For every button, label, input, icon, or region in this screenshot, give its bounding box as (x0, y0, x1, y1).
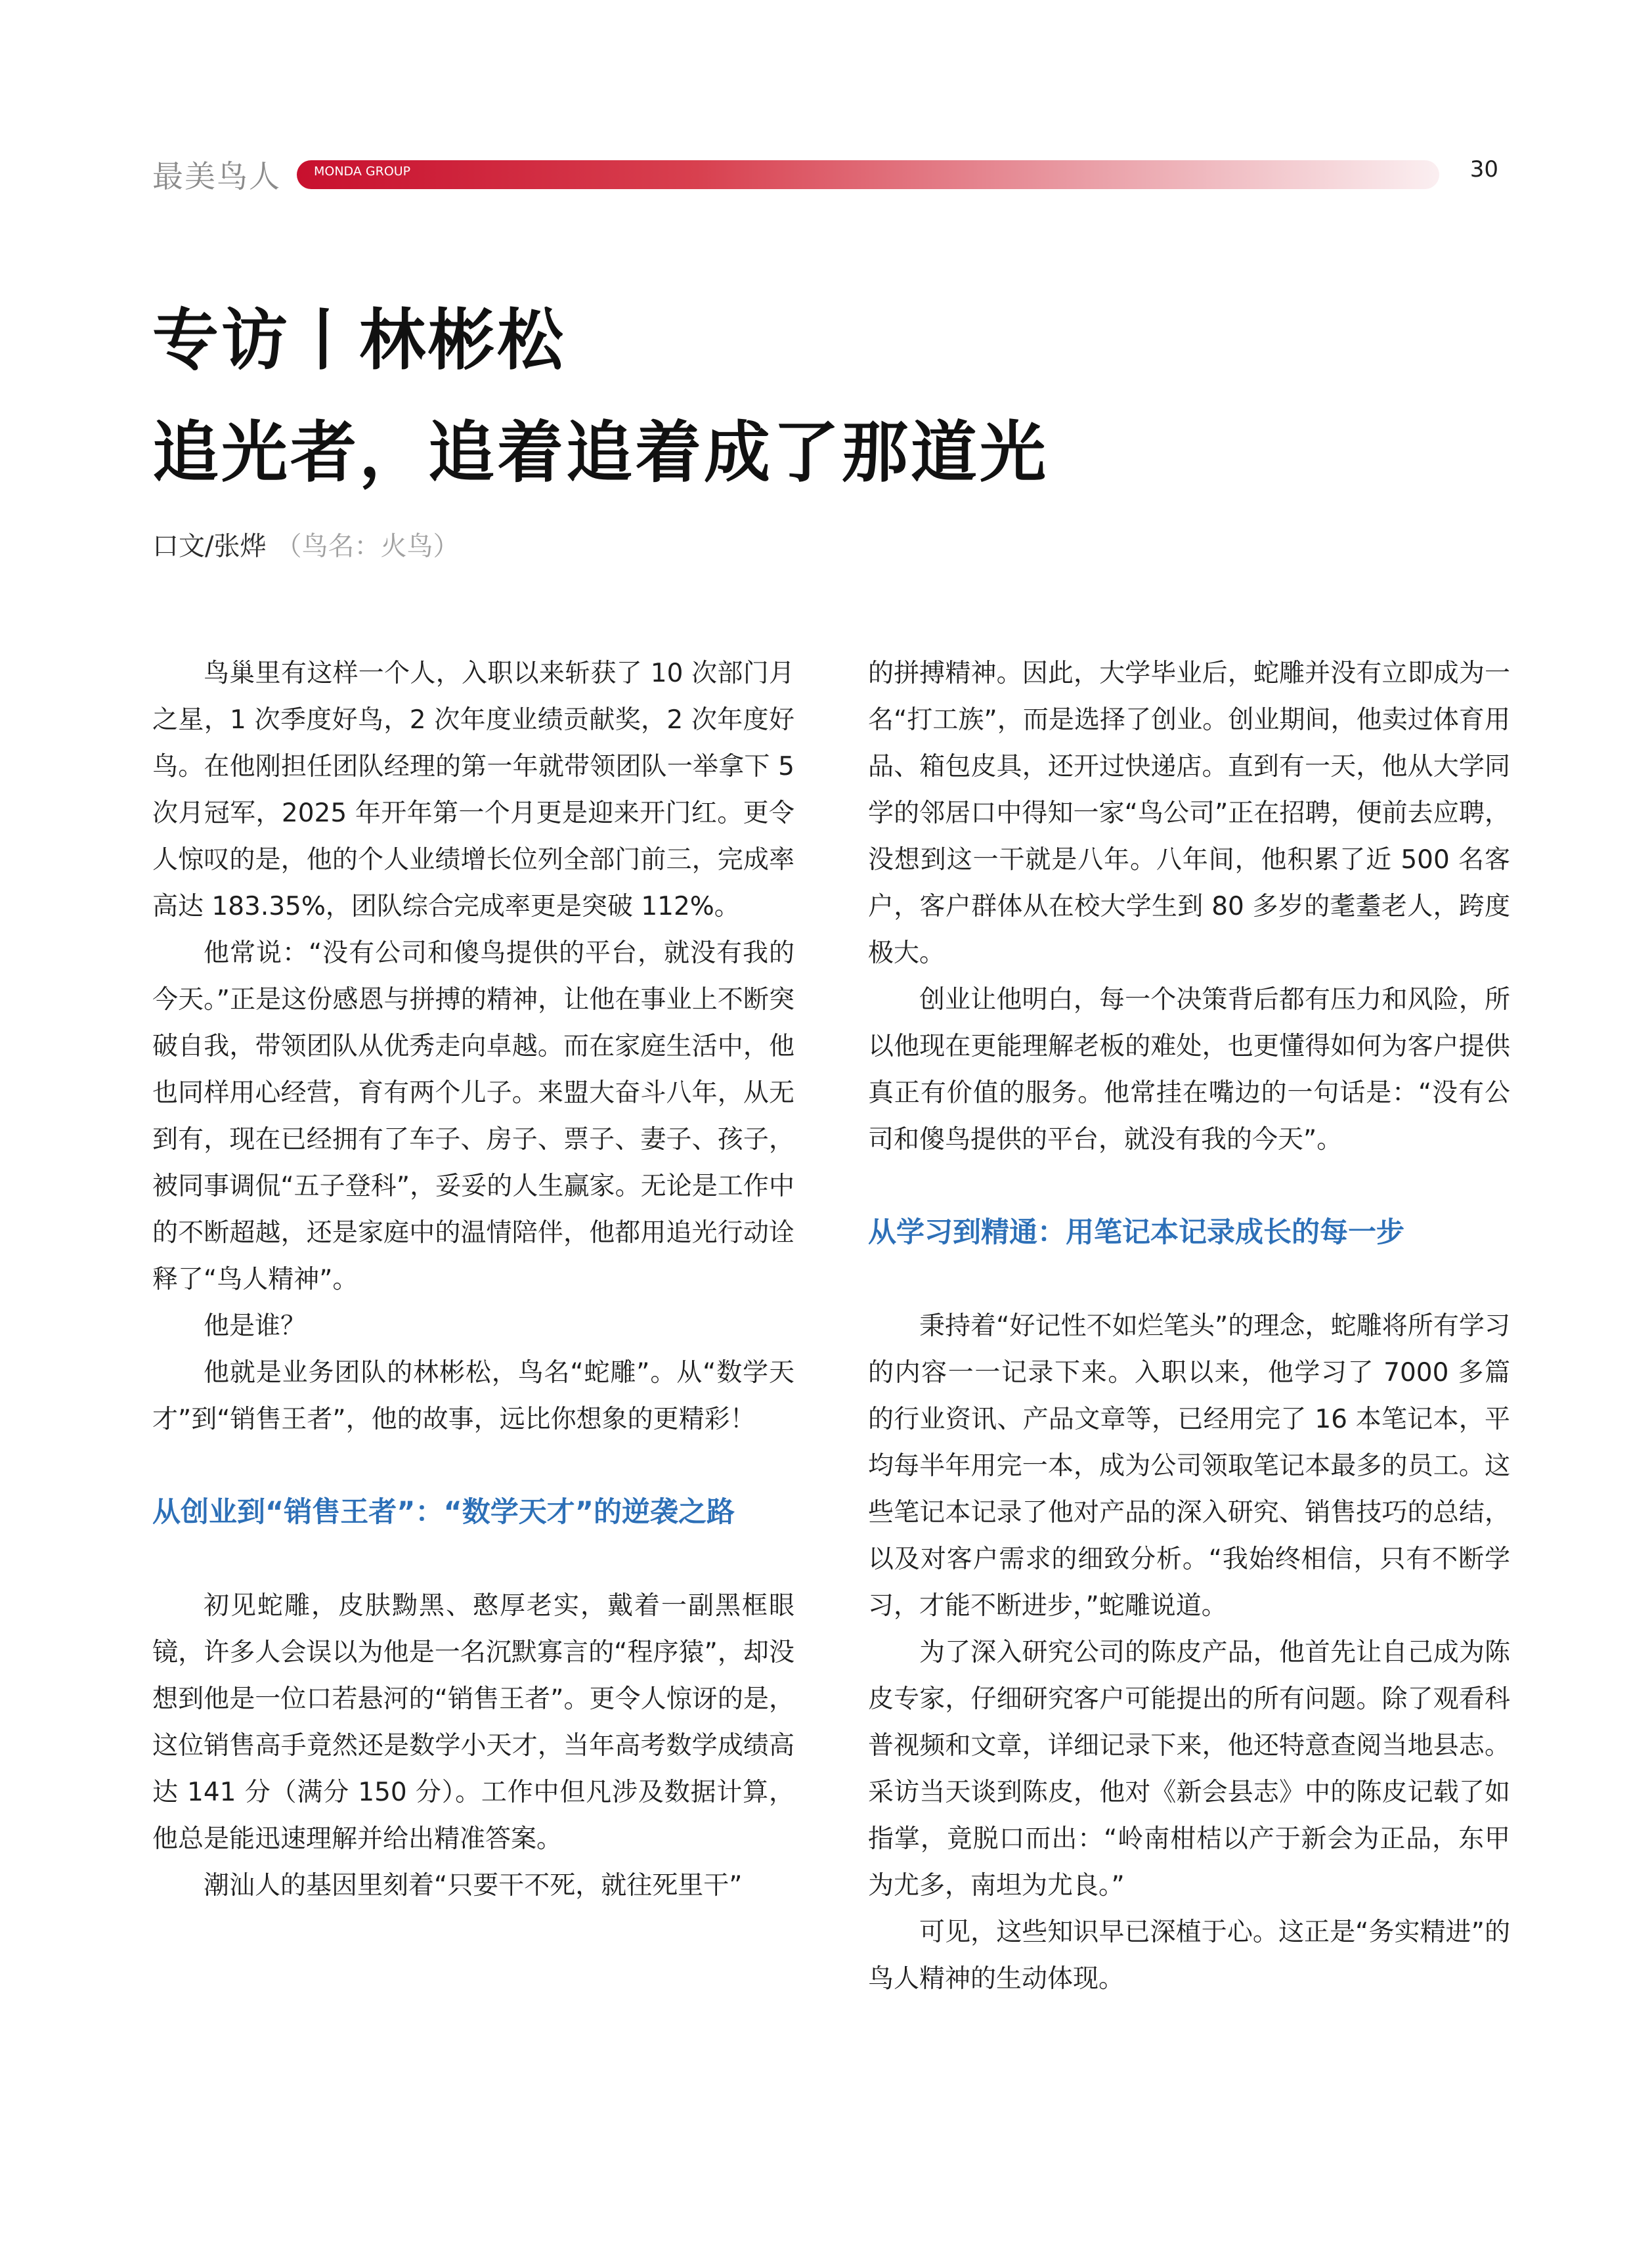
right-column (868, 650, 1510, 2002)
paragraph: 的拼搏精神。因此，大学毕业后，蛇雕并没有立即成为一名“打工族”，而是选择了创业。创业期间，他卖过体育用品、箱包皮具，还开过快递店。直到有一天，他从大学同学的邻居口中得知一家“鸟公司”正在招聘，便前去应聘，没想到这一干就是八年。八年间，他积累了近 500 名客户，客户群体从在校大学生到 80 多岁的耄耋老人，跨度极大。 (868, 659, 1510, 968)
brand-name: MONDA GROUP (314, 164, 411, 179)
page-header (152, 148, 1498, 194)
author-alias: （鸟名：火鸟） (275, 531, 460, 561)
paragraph: 潮汕人的基因里刻着“只要干不死，就往死里干” (204, 1871, 743, 1900)
left-column (152, 650, 794, 1909)
paragraph: 鸟巢里有这样一个人，入职以来斩获了 10 次部门月之星，1 次季度好鸟，2 次年度业绩贡献奖，2 次年度好鸟。在他刚担任团队经理的第一年就带领团队一举拿下 5 次月冠军，2025 年开年第一个月更是迎来开门红。更令人惊叹的是，他的个人业绩增长位列全部门前三，完成率高达 183.35%，团队综合完成率更是突破 112%。 (152, 659, 794, 921)
paragraph: 他是谁？ (204, 1311, 307, 1341)
section-heading: 从创业到“销售王者”：“数学天才”的逆袭之路 (152, 1496, 735, 1529)
page-number: 30 (1469, 156, 1498, 183)
paragraph: 为了深入研究公司的陈皮产品，他首先让自己成为陈皮专家，仔细研究客户可能提出的所有问题。除了观看科普视频和文章，详细记录下来，他还特意查阅当地县志。采访当天谈到陈皮，他对《新会县志》中的陈皮记载了如指掌，竟脱口而出：“岭南柑桔以产于新会为正品，东甲为尤多，南坦为尤良。” (868, 1638, 1510, 1900)
byline (152, 525, 459, 563)
paragraph: 他常说：“没有公司和傻鸟提供的平台，就没有我的今天。”正是这份感恩与拼搏的精神，让他在事业上不断突破自我，带领团队从优秀走向卓越。而在家庭生活中，他也同样用心经营，育有两个儿子。来盟大奋斗八年，从无到有，现在已经拥有了车子、房子、票子、妻子、孩子，被同事调侃“五子登科”，妥妥的人生赢家。无论是工作中的不断超越，还是家庭中的温情陪伴，他都用追光行动诠释了“鸟人精神”。 (152, 938, 794, 1294)
article-title-line1: 专访丨林彬松 (152, 301, 567, 379)
paragraph: 可见，这些知识早已深植于心。这正是“务实精进”的鸟人精神的生动体现。 (868, 1917, 1510, 1994)
author: 口文/张烨 (152, 531, 267, 561)
paragraph: 他就是业务团队的林彬松，鸟名“蛇雕”。从“数学天才”到“销售王者”，他的故事，远比你想象的更精彩！ (152, 1358, 794, 1434)
brand-bar (297, 160, 1439, 189)
section-heading: 从学习到精通：用笔记本记录成长的每一步 (868, 1216, 1404, 1249)
article-title-line2: 追光者，追着追着成了那道光 (152, 414, 1049, 491)
paragraph: 秉持着“好记性不如烂笔头”的理念，蛇雕将所有学习的内容一一记录下来。入职以来，他学习了 7000 多篇的行业资讯、产品文章等，已经用完了 16 本笔记本，平均每半年用完一本，成为公司领取笔记本最多的员工。这些笔记本记录了他对产品的深入研究、销售技巧的总结，以及对客户需求的细致分析。“我始终相信，只有不断学习，才能不断进步，”蛇雕说道。 (868, 1311, 1510, 1621)
paragraph: 创业让他明白，每一个决策背后都有压力和风险，所以他现在更能理解老板的难处，也更懂得如何为客户提供真正有价值的服务。他常挂在嘴边的一句话是：“没有公司和傻鸟提供的平台，就没有我的今天”。 (868, 985, 1510, 1154)
magazine-name: 最美鸟人 (152, 159, 281, 195)
paragraph: 初见蛇雕，皮肤黝黑、憨厚老实，戴着一副黑框眼镜，许多人会误以为他是一名沉默寡言的“程序猿”，却没想到他是一位口若悬河的“销售王者”。更令人惊讶的是，这位销售高手竟然还是数学小天才，当年高考数学成绩高达 141 分（满分 150 分）。工作中但凡涉及数据计算，他总是能迅速理解并给出精准答案。 (152, 1591, 794, 1854)
